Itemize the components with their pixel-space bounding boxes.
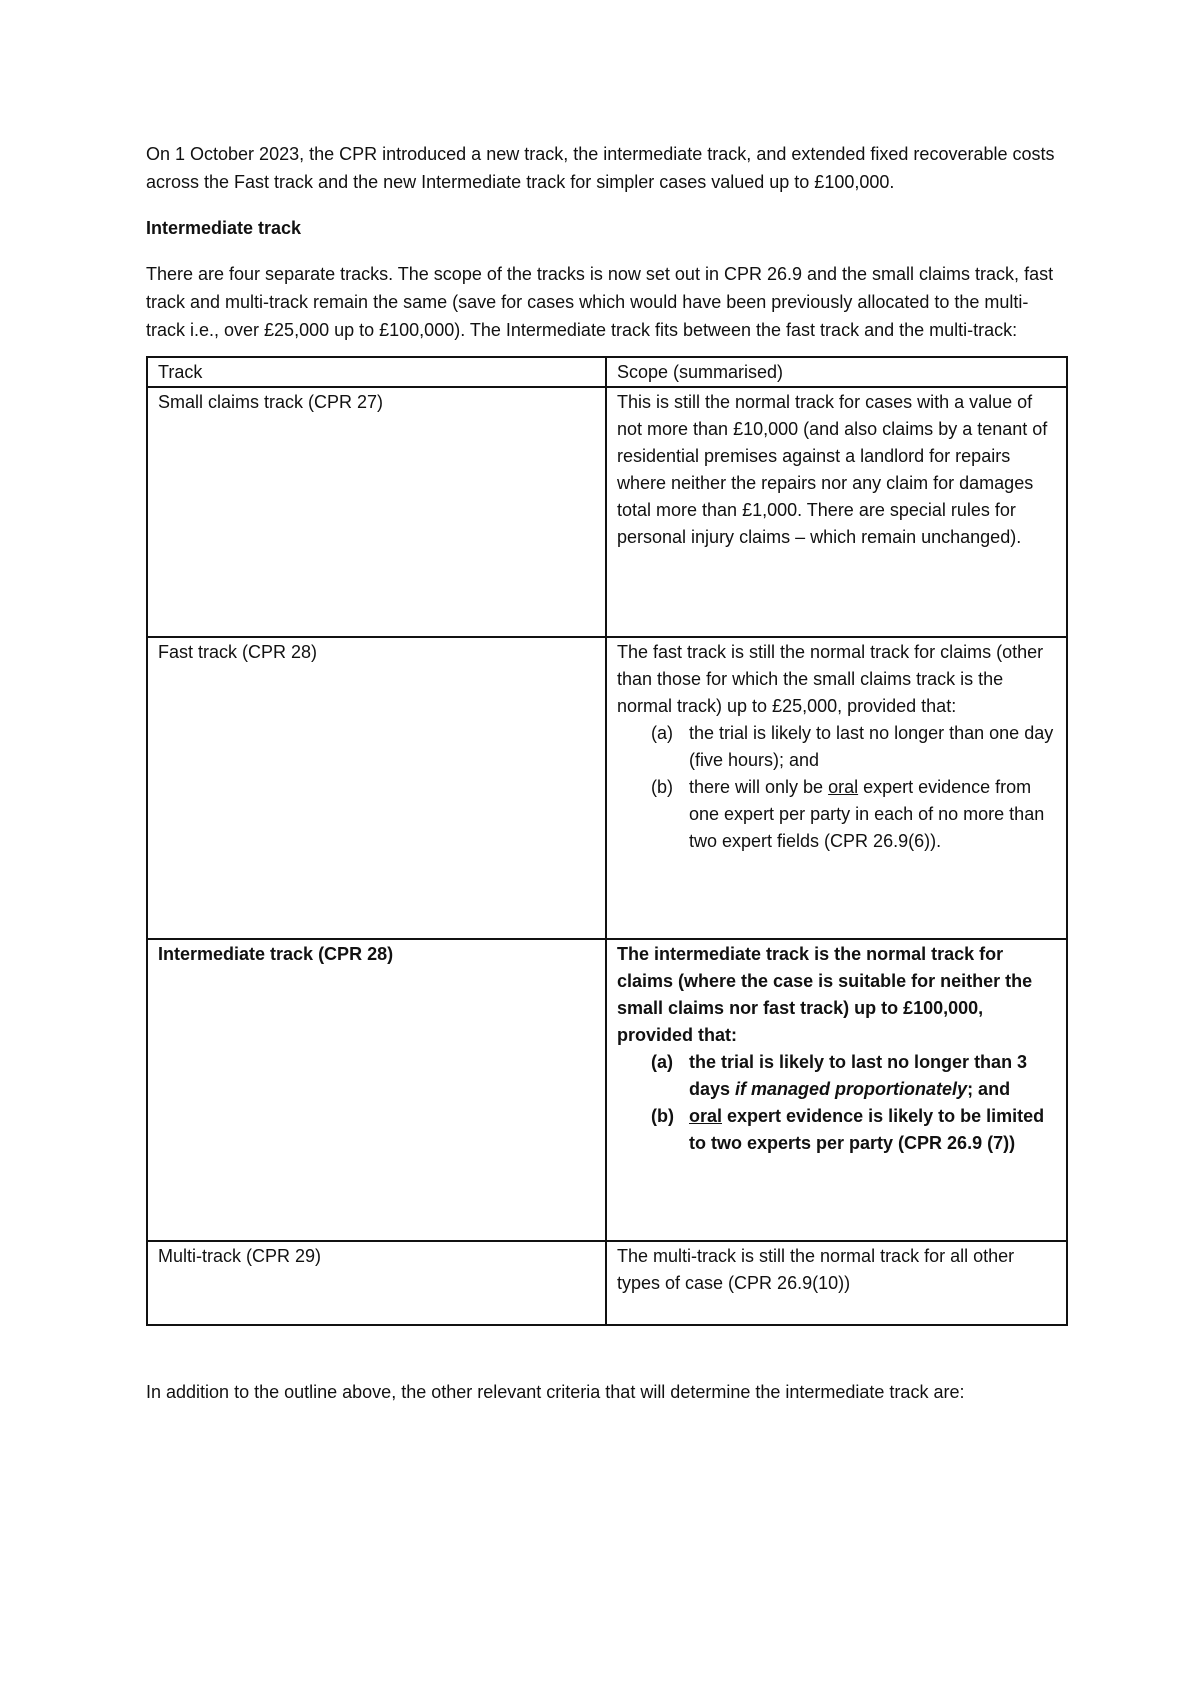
- fast-condition-b-post: expert evidence from one expert per party in each of no more than two expert fields (CPR 26.9(6)).: [689, 777, 1045, 851]
- section-heading: Intermediate track: [146, 218, 302, 238]
- fast-track-scope-intro: The fast track is still the normal track for claims (other than those for which the small claims track is the normal track) up to £25,000, provided that:: [617, 642, 1044, 716]
- fast-condition-b-underlined: oral: [828, 777, 859, 797]
- intermediate-condition-a-pre: the trial is likely to last no longer than 3 days: [689, 1052, 1028, 1099]
- intermediate-condition-a-marker: (a): [651, 1052, 673, 1072]
- intermediate-track-scope-intro: The intermediate track is the normal track for claims (where the case is suitable for neither the small claims nor fast track) up to £100,000, provided that:: [617, 944, 1033, 1045]
- document-page: [146, 140, 1066, 1406]
- small-claims-track-cell: Small claims track (CPR 27): [147, 387, 606, 637]
- multi-track-scope-cell: The multi-track is still the normal track for all other types of case (CPR 26.9(10)): [606, 1241, 1067, 1325]
- intermediate-condition-b-underlined: oral: [689, 1106, 723, 1126]
- intermediate-track-scope-cell: [606, 939, 1067, 1241]
- intermediate-condition-b-marker: (b): [651, 1106, 674, 1126]
- intermediate-condition-a-text: [689, 1049, 1056, 1103]
- intermediate-condition-a-italic: if managed proportionately: [735, 1079, 968, 1099]
- intermediate-condition-a-post: ; and: [967, 1079, 1011, 1099]
- fast-condition-a-text: the trial is likely to last no longer than one day (five hours); and: [689, 723, 1054, 770]
- fast-condition-a-marker: (a): [651, 723, 673, 743]
- tracks-table: [146, 356, 1068, 1326]
- table-header-row: [147, 357, 1067, 387]
- table-row-intermediate-track: [147, 939, 1067, 1241]
- closing-paragraph: In addition to the outline above, the other relevant criteria that will determine the intermediate track are:: [146, 1382, 965, 1402]
- intermediate-condition-a: [651, 1049, 1056, 1103]
- fast-condition-b-text: [689, 774, 1056, 855]
- small-claims-scope-cell: This is still the normal track for cases with a value of not more than £10,000 (and also claims by a tenant of residential premises against a landlord for repairs where neither the repairs nor any claim for damages total more than £1,000. There are special rules for personal injury claims – which remain unchanged).: [606, 387, 1067, 637]
- fast-track-scope-cell: [606, 637, 1067, 939]
- intermediate-condition-b-post: expert evidence is likely to be limited to two experts per party (CPR 26.9 (7)): [689, 1106, 1045, 1153]
- header-scope: Scope (summarised): [606, 357, 1067, 387]
- fast-track-cell: Fast track (CPR 28): [147, 637, 606, 939]
- intermediate-condition-b-text: [689, 1103, 1056, 1157]
- header-track: Track: [147, 357, 606, 387]
- fast-condition-b: [651, 774, 1056, 855]
- intro-paragraph: On 1 October 2023, the CPR introduced a new track, the intermediate track, and extended fixed recoverable costs across the Fast track and the new Intermediate track for simpler cases valued up to £100,000.: [146, 144, 1055, 192]
- table-row-small-claims: [147, 387, 1067, 637]
- fast-condition-b-marker: (b): [651, 777, 673, 797]
- multi-track-cell: Multi-track (CPR 29): [147, 1241, 606, 1325]
- fast-condition-b-pre: there will only be: [689, 777, 829, 797]
- scope-paragraph: There are four separate tracks. The scope of the tracks is now set out in CPR 26.9 and the small claims track, fast track and multi-track remain the same (save for cases which would have been previously allocated to the multi-track i.e., over £25,000 up to £100,000). The Intermediate track fits between the fast track and the multi-track:: [146, 264, 1054, 340]
- table-row-multi-track: [147, 1241, 1067, 1325]
- table-row-fast-track: [147, 637, 1067, 939]
- fast-condition-a: [651, 720, 1056, 774]
- fast-track-conditions: [617, 720, 1056, 855]
- intermediate-track-conditions: [617, 1049, 1056, 1157]
- intermediate-condition-b: [651, 1103, 1056, 1157]
- intermediate-track-cell: Intermediate track (CPR 28): [147, 939, 606, 1241]
